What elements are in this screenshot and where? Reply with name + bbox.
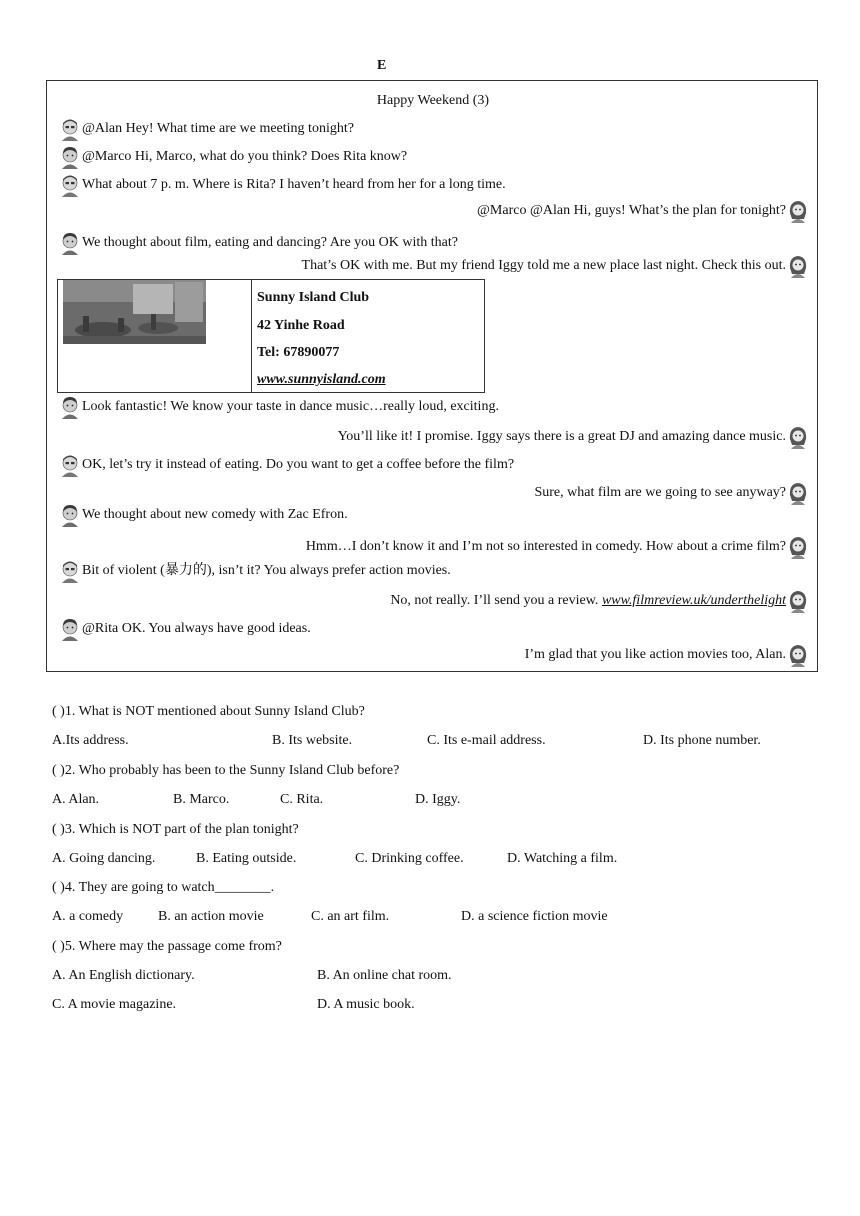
marco-avatar-icon xyxy=(59,559,81,583)
question-2-option-d: D. Iggy. xyxy=(415,792,461,807)
question-1-option-b: B. Its website. xyxy=(272,733,353,748)
chat-message-left xyxy=(59,173,506,197)
alan-avatar-icon xyxy=(59,617,81,641)
question-5-option-b: B. An online chat room. xyxy=(317,968,452,983)
club-address: 42 Yinhe Road xyxy=(257,318,345,333)
chat-message-left xyxy=(59,453,514,477)
chat-transcript-box xyxy=(46,80,818,672)
club-photo xyxy=(63,280,206,344)
question-3-option-a: A. Going dancing. xyxy=(52,851,156,866)
chat-message-left xyxy=(59,503,348,527)
rita-avatar-icon xyxy=(787,254,809,278)
message-text: That’s OK with me. But my friend Iggy told me a new place last night. Check this out. xyxy=(301,258,786,273)
club-website-link[interactable]: www.sunnyisland.com xyxy=(257,372,386,387)
review-link[interactable]: www.filmreview.uk/underthelight xyxy=(601,593,786,608)
question-3-option-d: D. Watching a film. xyxy=(507,851,618,866)
question-5-option-a: A. An English dictionary. xyxy=(52,968,195,983)
message-text: OK, let’s try it instead of eating. Do you want to get a coffee before the film? xyxy=(82,457,515,472)
chat-message-left xyxy=(59,117,354,141)
alan-avatar-icon xyxy=(59,503,81,527)
question-5-stem: ( )5. Where may the passage come from? xyxy=(52,939,282,954)
chat-message-right xyxy=(477,199,809,223)
question-1-option-d: D. Its phone number. xyxy=(643,733,761,748)
club-card xyxy=(57,279,485,393)
chat-message-left xyxy=(59,559,451,583)
chat-message-left xyxy=(59,231,458,255)
chat-message-left xyxy=(59,617,311,641)
chat-message-right xyxy=(390,589,809,613)
question-2-stem: ( )2. Who probably has been to the Sunny Island Club before? xyxy=(52,763,400,778)
rita-avatar-icon xyxy=(787,643,809,667)
message-text: You’ll like it! I promise. Iggy says there is a great DJ and amazing dance music. xyxy=(337,429,786,444)
chat-message-left xyxy=(59,395,499,419)
section-letter: E xyxy=(377,58,387,73)
question-2-option-c: C. Rita. xyxy=(280,792,324,807)
question-4-option-b: B. an action movie xyxy=(158,909,264,924)
message-text: What about 7 p. m. Where is Rita? I haven’t heard from her for a long time. xyxy=(82,177,506,192)
question-5-option-c: C. A movie magazine. xyxy=(52,997,177,1012)
chat-message-right xyxy=(338,425,809,449)
marco-avatar-icon xyxy=(59,173,81,197)
club-phone: Tel: 67890077 xyxy=(257,345,340,360)
rita-avatar-icon xyxy=(787,425,809,449)
card-divider xyxy=(251,280,252,392)
message-text: Sure, what film are we going to see anyway? xyxy=(534,485,786,500)
alan-avatar-icon xyxy=(59,231,81,255)
question-1-option-c: C. Its e-mail address. xyxy=(427,733,546,748)
rita-avatar-icon xyxy=(787,535,809,559)
message-text: I’m glad that you like action movies too, Alan. xyxy=(524,647,786,662)
message-text: @Marco @Alan Hi, guys! What’s the plan for tonight? xyxy=(477,203,786,218)
message-text: No, not really. I’ll send you a review. www.filmreview.uk/underthelight xyxy=(390,593,786,608)
message-text: We thought about film, eating and dancing? Are you OK with that? xyxy=(82,235,459,250)
question-2-option-a: A. Alan. xyxy=(52,792,100,807)
chat-title: Happy Weekend (3) xyxy=(376,93,490,108)
message-text: @Alan Hey! What time are we meeting tonight? xyxy=(82,121,354,136)
chat-message-right xyxy=(534,481,809,505)
message-text: We thought about new comedy with Zac Efron. xyxy=(82,507,348,522)
question-1-stem: ( )1. What is NOT mentioned about Sunny Island Club? xyxy=(52,704,365,719)
question-4-option-d: D. a science fiction movie xyxy=(461,909,608,924)
chat-message-right xyxy=(302,254,809,278)
question-4-option-c: C. an art film. xyxy=(311,909,390,924)
chat-message-left xyxy=(59,145,407,169)
rita-avatar-icon xyxy=(787,481,809,505)
club-name: Sunny Island Club xyxy=(257,290,370,305)
chat-message-right xyxy=(306,535,809,559)
question-3-option-c: C. Drinking coffee. xyxy=(355,851,464,866)
question-5-option-d: D. A music book. xyxy=(317,997,415,1012)
message-text: Hmm…I don’t know it and I’m not so interested in comedy. How about a crime film? xyxy=(305,539,786,554)
question-1-option-a: A.Its address. xyxy=(52,733,129,748)
question-4-option-a: A. a comedy xyxy=(52,909,124,924)
chat-message-right xyxy=(525,643,809,667)
rita-avatar-icon xyxy=(787,199,809,223)
alan-avatar-icon xyxy=(59,145,81,169)
question-3-option-b: B. Eating outside. xyxy=(196,851,297,866)
message-text: @Marco Hi, Marco, what do you think? Does Rita know? xyxy=(82,149,408,164)
rita-avatar-icon xyxy=(787,589,809,613)
question-2-option-b: B. Marco. xyxy=(173,792,230,807)
marco-avatar-icon xyxy=(59,117,81,141)
message-text: Look fantastic! We know your taste in dance music…really loud, exciting. xyxy=(82,399,499,414)
question-3-stem: ( )3. Which is NOT part of the plan tonight? xyxy=(52,822,299,837)
question-4-stem: ( )4. They are going to watch________. xyxy=(52,880,275,895)
message-text: @Rita OK. You always have good ideas. xyxy=(82,621,311,636)
message-text: Bit of violent (暴力的), isn’t it? You always prefer action movies. xyxy=(82,563,451,578)
alan-avatar-icon xyxy=(59,395,81,419)
marco-avatar-icon xyxy=(59,453,81,477)
